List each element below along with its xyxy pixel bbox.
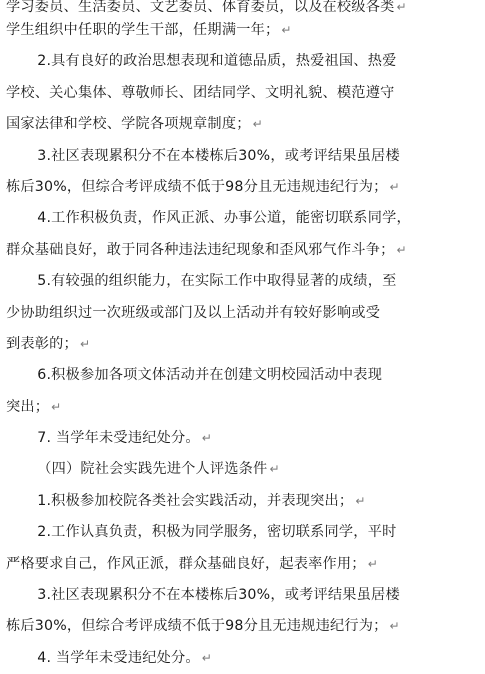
paragraph-mark-icon: ↵: [389, 619, 400, 634]
text-line: 少协助组织过一次班级或部门及以上活动并有较好影响或受: [6, 304, 381, 321]
paragraph-mark-icon: ↵: [51, 399, 62, 414]
text-line: 5.有较强的组织能力，在实际工作中取得显著的成绩，至: [37, 273, 397, 290]
paragraph-mark-icon: ↵: [389, 179, 400, 194]
text-line: 学生组织中任职的学生干部，任期满一年； ↵: [6, 22, 292, 38]
text-line: 群众基础良好，敢于同各种违法违纪现象和歪风邪气作斗争； ↵: [6, 241, 407, 258]
section-heading: （四）院社会实践先进个人评选条件 ↵: [37, 461, 280, 478]
paragraph-mark-icon: ↵: [396, 0, 407, 14]
paragraph-mark-icon: ↵: [269, 462, 280, 477]
text-line: 到表彰的； ↵: [6, 335, 91, 352]
text-line: 1.积极参加校院各类社会实践活动，并表现突出； ↵: [37, 492, 366, 509]
paragraph-mark-icon: ↵: [396, 242, 407, 257]
text-line: 学习委员、生活委员、文艺委员、体育委员，以及在校级各类 ↵: [6, 0, 407, 15]
text-line: 栋后30%，但综合考评成绩不低于98分且无违规违纪行为； ↵: [6, 178, 400, 195]
text-line: 3.社区表现累积分不在本楼栋后30%，或考评结果虽居楼: [37, 587, 400, 604]
text-line: 栋后30%，但综合考评成绩不低于98分且无违规违纪行为； ↵: [6, 618, 400, 635]
text-line: 学校、关心集体、尊敬师长、团结同学、文明礼貌、模范遵守: [6, 84, 395, 101]
text-line: 4.工作积极负责，作风正派、办事公道，能密切联系同学，: [37, 210, 411, 227]
text-line: 突出； ↵: [6, 398, 62, 415]
paragraph-mark-icon: ↵: [355, 493, 366, 508]
text-line: 国家法律和学校、学院各项规章制度； ↵: [6, 116, 263, 133]
text-line: 7. 当学年未受违纪处分。 ↵: [37, 430, 213, 447]
paragraph-mark-icon: ↵: [252, 117, 263, 132]
text-line: 严格要求自己，作风正派，群众基础良好，起表率作用； ↵: [6, 555, 378, 572]
text-line: 4. 当学年未受违纪处分。 ↵: [37, 649, 213, 666]
text-line: 2.工作认真负责，积极为同学服务，密切联系同学，平时: [37, 524, 397, 541]
paragraph-mark-icon: ↵: [367, 556, 378, 571]
paragraph-mark-icon: ↵: [79, 336, 91, 351]
paragraph-mark-icon: ↵: [201, 650, 213, 665]
paragraph-mark-icon: ↵: [281, 23, 292, 37]
text-line: 2.具有良好的政治思想表现和道德品质，热爱祖国、热爱: [37, 53, 397, 70]
paragraph-mark-icon: ↵: [201, 431, 213, 446]
text-line: 3.社区表现累积分不在本楼栋后30%，或考评结果虽居楼: [37, 147, 400, 164]
text-line: 6.积极参加各项文体活动并在创建文明校园活动中表现: [37, 367, 383, 384]
